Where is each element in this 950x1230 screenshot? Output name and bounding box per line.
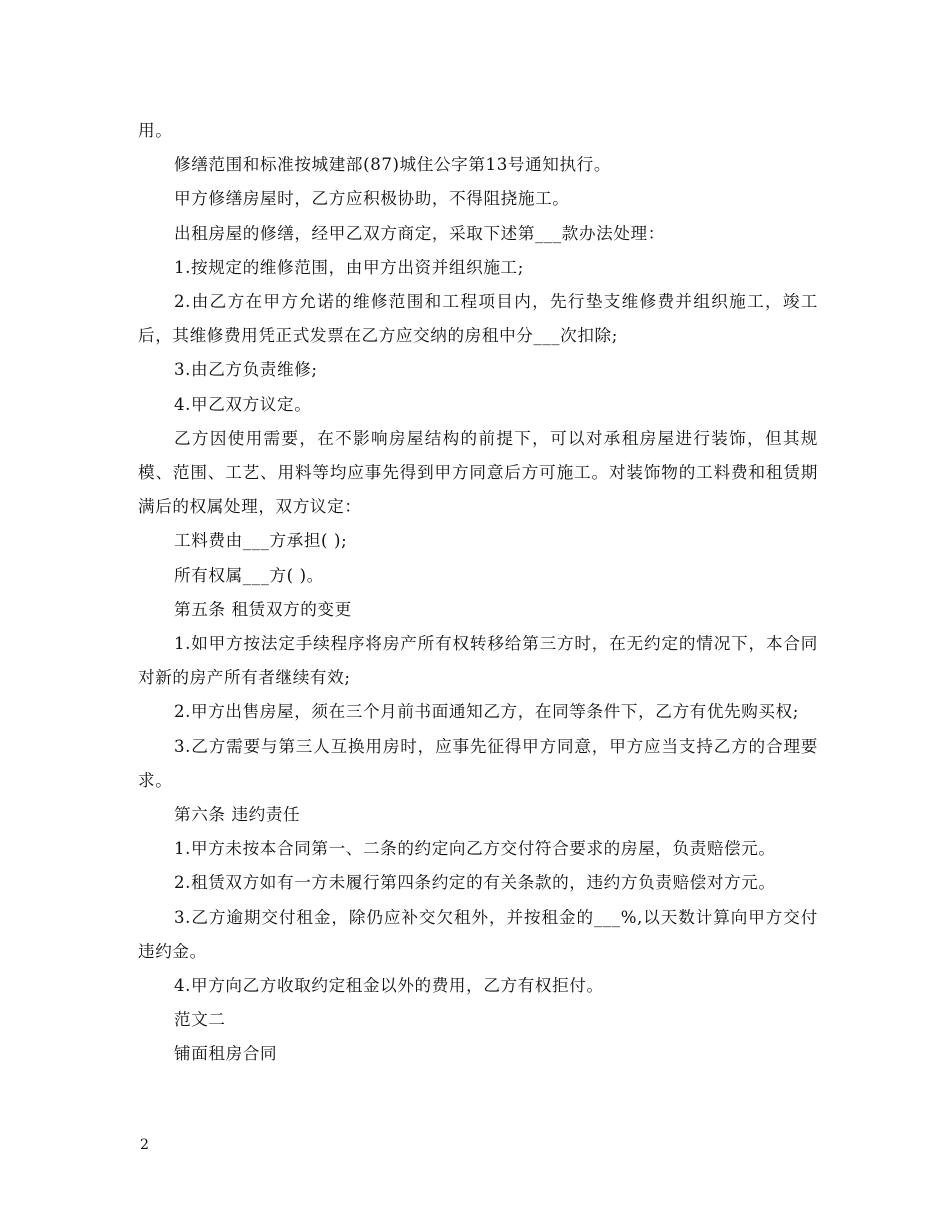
document-paragraph: 所有权属___方( )。 — [174, 565, 324, 585]
document-paragraph: 3.由乙方负责维修; — [174, 360, 318, 380]
document-paragraph: 范文二 — [174, 1010, 226, 1030]
document-paragraph: 出租房屋的修缮，经甲乙双方商定，采取下述第___款办法处理： — [174, 223, 665, 243]
page-number: 2 — [140, 1137, 149, 1153]
document-paragraph: 1.按规定的维修范围，由甲方出资并组织施工; — [174, 257, 524, 277]
document-paragraph: 1.如甲方按法定手续程序将房产所有权转移给第三方时，在无约定的情况下，本合同对新的房产所有者继续有效; — [138, 634, 818, 688]
document-paragraph: 4.甲方向乙方收取约定租金以外的费用，乙方有权拒付。 — [174, 976, 604, 996]
document-paragraph: 3.乙方需要与第三人互换用房时，应事先征得甲方同意，甲方应当支持乙方的合理要求。 — [138, 736, 818, 790]
document-paragraph: 乙方因使用需要，在不影响房屋结构的前提下，可以对承租房屋进行装饰，但其规模、范围、工艺、用料等均应事先得到甲方同意后方可施工。对装饰物的工料费和租赁期满后的权属处理，双方议定： — [138, 428, 818, 517]
document-paragraph: 第五条 租赁双方的变更 — [174, 599, 352, 619]
document-body — [138, 114, 818, 1072]
document-paragraph: 2.租赁双方如有一方未履行第四条约定的有关条款的，违约方负责赔偿对方元。 — [174, 873, 776, 893]
document-paragraph: 工料费由___方承担( ); — [174, 531, 348, 551]
document-paragraph: 铺面租房合同 — [174, 1044, 278, 1064]
document-paragraph: 甲方修缮房屋时，乙方应积极协助，不得阻挠施工。 — [174, 189, 570, 209]
document-paragraph: 2.由乙方在甲方允诺的维修范围和工程项目内，先行垫支维修费并组织施工，竣工后，其维修费用凭正式发票在乙方应交纳的房租中分___次扣除; — [138, 292, 818, 346]
document-paragraph: 2.甲方出售房屋，须在三个月前书面通知乙方，在同等条件下，乙方有优先购买权; — [174, 702, 800, 722]
document-paragraph: 第六条 违约责任 — [174, 805, 301, 825]
document-paragraph: 3.乙方逾期交付租金，除仍应补交欠租外，并按租金的___%,以天数计算向甲方交付违约金。 — [138, 907, 818, 961]
document-paragraph: 修缮范围和标准按城建部(87)城住公字第13号通知执行。 — [174, 155, 612, 175]
document-paragraph: 1.甲方未按本合同第一、二条的约定向乙方交付符合要求的房屋，负责赔偿元。 — [174, 839, 776, 859]
document-paragraph: 用。 — [138, 121, 173, 140]
document-paragraph: 4.甲乙双方议定。 — [174, 394, 312, 414]
